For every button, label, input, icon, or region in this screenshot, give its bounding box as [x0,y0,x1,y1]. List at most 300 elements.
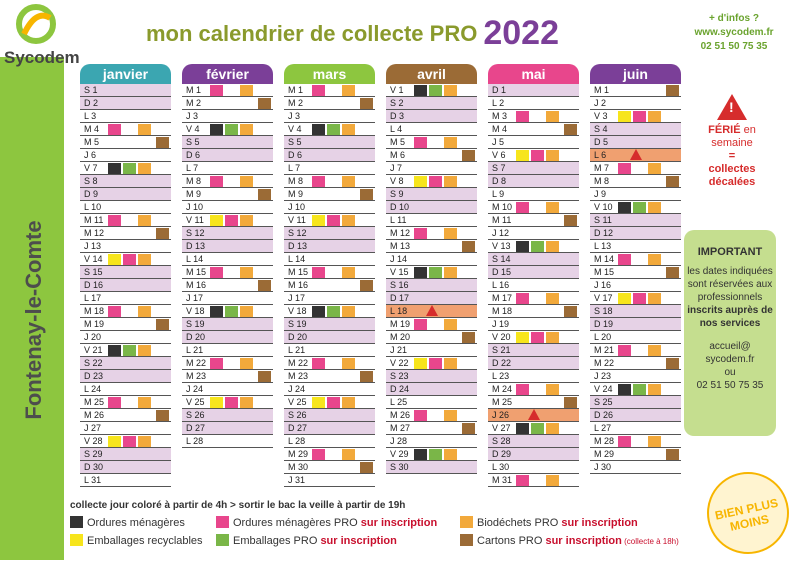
day-label: S 14 [492,254,511,264]
collection-ompro-marker [327,215,340,226]
day-row [488,188,579,201]
day-row [488,292,579,305]
day-row [80,123,171,136]
day-row [80,292,171,305]
day-label: J 17 [288,293,306,303]
collection-bio-marker [138,163,151,174]
day-label: M 4 [84,124,100,134]
month-header: mai [488,64,579,84]
collection-bio-marker [138,215,151,226]
day-row [488,136,579,149]
day-label: L 9 [492,189,505,199]
day-row [182,331,273,344]
collection-carton-marker [666,358,679,369]
day-row [80,305,171,318]
day-row [80,188,171,201]
day-label: S 15 [84,267,103,277]
day-label: J 16 [594,280,612,290]
day-row [80,331,171,344]
info-website[interactable]: www.sycodem.fr [694,27,774,38]
day-row [488,201,579,214]
day-row [284,253,375,266]
day-label: S 7 [492,163,506,173]
collection-bio-marker [444,410,457,421]
day-row [182,279,273,292]
day-label: L 25 [390,397,408,407]
collection-emb-marker [312,215,325,226]
day-row [590,214,681,227]
collection-carton-marker [258,371,271,382]
day-label: V 28 [84,436,103,446]
day-label: V 4 [186,124,200,134]
collection-ompro-marker [429,358,442,369]
day-row [182,409,273,422]
collection-carton-marker [156,319,169,330]
collection-bio-marker [342,85,355,96]
collection-ompro-marker [312,358,325,369]
day-label: M 16 [186,280,207,290]
collection-ompro-marker [108,397,121,408]
collection-om-marker [516,241,529,252]
collection-om-marker [516,423,529,434]
day-label: L 16 [492,280,510,290]
day-label: D 19 [594,319,614,329]
month-header: avril [386,64,477,84]
day-label: J 3 [288,111,301,121]
day-label: M 2 [288,98,304,108]
day-label: L 30 [492,462,510,472]
day-label: J 30 [594,462,612,472]
collection-bio-marker [240,176,253,187]
day-label: M 25 [84,397,105,407]
day-label: V 20 [492,332,511,342]
collection-ompro-marker [123,436,136,447]
day-row [182,396,273,409]
day-row [182,188,273,201]
day-label: L 14 [288,254,306,264]
day-label: D 6 [186,150,201,160]
day-row [590,318,681,331]
day-row [590,396,681,409]
month-column-février [182,64,273,448]
legend-carton-suffix: sur inscription [545,535,622,547]
day-row [182,214,273,227]
day-label: S 19 [186,319,205,329]
day-row [80,175,171,188]
collection-ompro-marker [414,228,427,239]
collection-ompro-marker [108,215,121,226]
day-label: L 11 [390,215,407,225]
collection-emb-marker [414,358,427,369]
day-row [488,318,579,331]
day-label: V 11 [288,215,306,225]
day-row [284,461,375,474]
collection-ompro-marker [327,397,340,408]
day-row [386,331,477,344]
collection-bio-marker [444,176,457,187]
legend-embpro [216,534,397,547]
day-row [80,396,171,409]
day-row [284,318,375,331]
month-column-avril [386,64,477,474]
collection-emb-marker [516,332,529,343]
collection-emb-marker [516,150,529,161]
day-row [284,175,375,188]
day-label: M 19 [390,319,411,329]
collection-embpro-marker [429,449,442,460]
collection-bio-marker [342,124,355,135]
collection-carton-marker [666,449,679,460]
day-label: M 23 [288,371,309,381]
day-row [80,318,171,331]
day-row [590,370,681,383]
day-label: M 5 [390,137,406,147]
month-header: mars [284,64,375,84]
day-label: D 29 [492,449,512,459]
day-label: M 8 [288,176,304,186]
day-label: M 27 [390,423,411,433]
day-row [590,279,681,292]
day-label: J 12 [492,228,510,238]
embpro-swatch-icon [216,534,229,546]
day-label: V 7 [84,163,98,173]
day-label: V 27 [492,423,511,433]
collection-embpro-marker [531,241,544,252]
collection-embpro-marker [225,306,238,317]
day-label: V 18 [186,306,205,316]
day-row [182,253,273,266]
title-text: mon calendrier de collecte PRO [146,21,478,46]
day-label: M 11 [492,215,512,225]
collection-bio-marker [546,332,559,343]
collection-ompro-marker [312,85,325,96]
collection-ompro-marker [516,293,529,304]
day-row [80,409,171,422]
day-label: V 29 [390,449,409,459]
day-row [386,253,477,266]
month-header: février [182,64,273,84]
day-row [488,396,579,409]
day-row [590,357,681,370]
day-label: L 20 [594,332,612,342]
collection-emb-marker [414,176,427,187]
day-row [488,357,579,370]
day-row [284,201,375,214]
day-row [590,201,681,214]
carton-swatch-icon [460,534,473,546]
day-label: L 6 [594,150,607,160]
bio-swatch-icon [460,516,473,528]
collection-bio-marker [138,124,151,135]
day-label: L 28 [288,436,306,446]
day-label: D 22 [492,358,512,368]
day-label: D 12 [594,228,614,238]
day-label: M 9 [186,189,202,199]
collection-ompro-marker [516,202,529,213]
om-swatch-icon [70,516,83,528]
collection-embpro-marker [531,423,544,434]
day-label: J 6 [84,150,97,160]
day-row [590,266,681,279]
collection-bio-marker [444,319,457,330]
day-row [284,370,375,383]
day-label: D 20 [288,332,308,342]
day-row [386,123,477,136]
day-row [182,227,273,240]
day-row [284,279,375,292]
day-row [386,266,477,279]
day-row [284,136,375,149]
day-row [488,409,579,422]
day-label: J 9 [594,189,607,199]
day-label: L 4 [390,124,403,134]
day-label: V 22 [390,358,409,368]
city-name-vertical [4,180,64,460]
day-label: M 20 [390,332,411,342]
day-label: M 28 [594,436,615,446]
collection-emb-marker [618,111,631,122]
day-row [284,409,375,422]
collection-bio-marker [240,85,253,96]
collection-carton-marker [156,228,169,239]
day-label: M 6 [390,150,406,160]
day-row [182,422,273,435]
day-label: V 8 [390,176,404,186]
day-label: D 23 [84,371,104,381]
collection-embpro-marker [633,202,646,213]
day-label: V 1 [390,85,404,95]
day-row [590,461,681,474]
day-row [284,97,375,110]
collection-bio-marker [240,267,253,278]
day-label: L 27 [594,423,612,433]
day-label: S 19 [288,319,307,329]
collection-emb-marker [108,254,121,265]
collection-bio-marker [240,397,253,408]
collection-ompro-marker [414,137,427,148]
day-label: D 13 [288,241,308,251]
collection-ompro-marker [123,254,136,265]
collection-carton-marker [564,124,577,135]
collection-bio-marker [648,111,661,122]
page-title [146,14,559,53]
collection-bio-marker [546,384,559,395]
collection-om-marker [312,124,325,135]
day-label: M 22 [186,358,207,368]
day-row [80,279,171,292]
collection-bio-marker [546,475,559,486]
day-label: L 24 [84,384,102,394]
collection-carton-marker [360,280,373,291]
day-label: M 29 [594,449,615,459]
collection-ompro-marker [210,267,223,278]
day-label: V 6 [492,150,506,160]
day-label: D 20 [186,332,206,342]
day-row [590,253,681,266]
day-label: J 13 [84,241,102,251]
ferie-subtitle: en semaine [711,124,756,149]
collection-bio-marker [342,176,355,187]
collection-om-marker [108,345,121,356]
day-row [590,448,681,461]
day-label: M 26 [84,410,105,420]
collection-bio-marker [648,202,661,213]
day-label: M 8 [594,176,610,186]
ferie-consequence: collectes décalées [708,163,756,188]
day-row [386,97,477,110]
collection-ompro-marker [618,436,631,447]
day-label: S 1 [84,85,98,95]
day-label: J 14 [390,254,408,264]
collection-ompro-marker [429,176,442,187]
legend-ompro [216,516,437,529]
collection-bio-marker [444,137,457,148]
collection-bio-marker [546,111,559,122]
day-label: J 21 [390,345,408,355]
day-row [284,162,375,175]
legend-emb-label: Emballages recyclables [87,535,203,547]
collection-ompro-marker [516,111,529,122]
day-row [386,357,477,370]
legend-carton [460,534,679,547]
day-label: J 27 [84,423,102,433]
collection-carton-marker [360,189,373,200]
day-row [386,162,477,175]
day-label: L 10 [84,202,102,212]
day-label: D 8 [492,176,507,186]
collection-bio-marker [648,163,661,174]
day-row [590,188,681,201]
day-label: M 17 [492,293,513,303]
day-row [386,214,477,227]
warning-icon [528,409,540,420]
legend-om-label: Ordures ménagères [87,517,185,529]
sticker-text: BIEN PLUS MOINS [713,495,780,534]
day-row [386,448,477,461]
day-label: M 1 [288,85,304,95]
collection-carton-marker [360,98,373,109]
day-row [284,84,375,97]
collection-embpro-marker [633,384,646,395]
day-row [80,149,171,162]
day-row [386,240,477,253]
collection-emb-marker [312,397,325,408]
day-label: S 26 [186,410,205,420]
day-label: V 24 [594,384,613,394]
brand-sub: Sud-Vendée [22,66,50,72]
collection-ompro-marker [618,163,631,174]
day-label: M 1 [594,85,610,95]
day-label: J 10 [186,202,204,212]
day-row [386,370,477,383]
day-label: M 21 [594,345,615,355]
day-row [80,266,171,279]
day-row [80,383,171,396]
ompro-swatch-icon [216,516,229,528]
collection-bio-marker [240,358,253,369]
day-row [488,110,579,123]
day-label: S 12 [288,228,307,238]
collection-ompro-marker [312,449,325,460]
day-row [488,162,579,175]
day-label: S 9 [390,189,404,199]
day-label: M 2 [186,98,202,108]
day-label: S 16 [390,280,409,290]
warning-icon: ! [717,94,747,120]
brand-name: Sycodem [4,48,80,67]
day-label: S 18 [594,306,613,316]
day-label: D 10 [390,202,410,212]
day-label: M 13 [390,241,411,251]
day-label: L 7 [186,163,199,173]
info-box [684,12,784,54]
day-row [386,396,477,409]
day-row [284,305,375,318]
day-row [590,136,681,149]
day-row [182,149,273,162]
legend-om [70,516,185,529]
day-row [590,409,681,422]
day-row [386,149,477,162]
day-label: S 21 [492,345,511,355]
day-label: M 15 [288,267,309,277]
collection-bio-marker [648,384,661,395]
day-row [80,448,171,461]
day-row [386,292,477,305]
day-row [488,383,579,396]
day-label: D 5 [594,137,609,147]
day-label: M 15 [186,267,207,277]
collection-embpro-marker [429,85,442,96]
day-label: L 23 [492,371,510,381]
collection-ompro-marker [210,358,223,369]
day-label: V 17 [594,293,613,303]
collection-bio-marker [546,241,559,252]
collection-ompro-marker [531,150,544,161]
day-label: D 30 [84,462,104,472]
day-row [590,175,681,188]
day-row [488,331,579,344]
day-label: D 17 [390,293,410,303]
collection-ompro-marker [108,124,121,135]
day-row [590,305,681,318]
collection-ompro-marker [633,293,646,304]
collection-ompro-marker [414,410,427,421]
ferie-notice [686,94,778,189]
day-row [80,162,171,175]
day-label: V 25 [186,397,205,407]
day-row [590,227,681,240]
day-row [182,318,273,331]
collection-ompro-marker [516,475,529,486]
collection-bio-marker [138,436,151,447]
day-row [284,214,375,227]
day-row [284,240,375,253]
day-row [590,84,681,97]
day-row [590,123,681,136]
day-label: J 5 [492,137,505,147]
collection-om-marker [210,306,223,317]
day-label: L 7 [288,163,301,173]
sycodem-logo [4,4,80,74]
day-label: V 18 [288,306,307,316]
day-label: D 3 [390,111,405,121]
collection-carton-marker [156,410,169,421]
day-label: S 5 [288,137,302,147]
day-row [80,253,171,266]
collection-ompro-marker [414,319,427,330]
collection-om-marker [618,384,631,395]
